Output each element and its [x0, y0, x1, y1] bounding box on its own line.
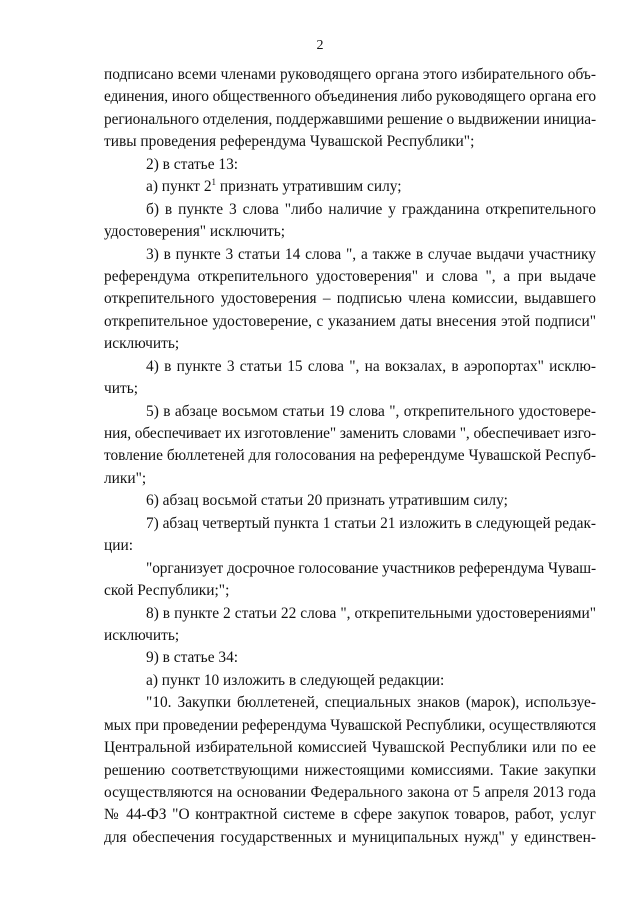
text-line [104, 827, 596, 849]
text-line-content: подписано всеми членами руководящего органа этого избирательного объ- [104, 66, 596, 83]
text-line-content: исключить; [104, 335, 180, 353]
text-line [104, 737, 596, 759]
text-line [104, 647, 596, 669]
text-line [104, 580, 596, 602]
text-line [104, 154, 596, 176]
text-line [104, 356, 596, 378]
text-line-content: 3) в пункте 3 статьи 14 слова ", а также в случае выдачи участнику [146, 245, 596, 263]
text-line [104, 670, 596, 692]
text-line-content: а) пункт 10 изложить в следующей редакции: [146, 671, 445, 689]
text-line [104, 490, 596, 512]
text-line-content: открепительного удостоверения – подписью члена комиссии, выдавшего [104, 290, 596, 308]
text-line [104, 603, 596, 625]
text-line [104, 401, 596, 423]
text-line-content: 9) в статье 34: [146, 649, 239, 667]
text-line-content: "организует досрочное голосование участников референдума Чуваш- [146, 559, 596, 577]
text-line-content: товление бюллетеней для голосования на референдуме Чувашской Респуб- [104, 447, 596, 465]
text-line [104, 378, 596, 400]
text-line-continuation: признать утратившим силу; [216, 178, 402, 196]
text-line-content: референдума открепительного удостоверения" и слова ", а при выдаче [104, 267, 596, 285]
text-line-content: № 44-ФЗ "О контрактной системе в сфере закупок товаров, работ, услуг [104, 806, 596, 824]
text-line [104, 715, 596, 737]
text-line-content: ния, обеспечивает их изготовление" заменить словами ", обеспечивает изго- [104, 425, 596, 442]
text-line [104, 445, 596, 467]
text-line-content: тивы проведения референдума Чувашской Республики"; [104, 133, 475, 151]
text-line-content: б) в пункте 3 слова "либо наличие у гражданина открепительного [146, 200, 596, 218]
text-line [104, 692, 596, 714]
text-line [104, 311, 596, 333]
text-line [104, 199, 596, 221]
text-line-content: Центральной избирательной комиссией Чувашской Республики или по ее [104, 739, 596, 757]
text-line-content: "10. Закупки бюллетеней, специальных знаков (марок), используе- [146, 694, 596, 712]
text-line-content: регионального отделения, поддержавшими решение о выдвижении инициа- [104, 110, 596, 128]
text-line-content: 8) в пункте 2 статьи 22 слова ", открепительными удостоверениями" [146, 604, 596, 622]
text-line-content: исключить; [104, 626, 180, 644]
text-line [104, 558, 596, 580]
text-line [104, 244, 596, 266]
text-line-content: 4) в пункте 3 статьи 15 слова ", на вокзалах, в аэропортах" исклю- [146, 357, 596, 375]
text-line [104, 176, 596, 198]
text-line-content: осуществляются на основании Федерального закона от 5 апреля 2013 года [104, 784, 596, 801]
text-line [104, 535, 596, 557]
text-line-content: 6) абзац восьмой статьи 20 признать утратившим силу; [146, 492, 508, 510]
text-line-content: 2) в статье 13: [146, 155, 239, 173]
text-line [104, 288, 596, 310]
text-line-content: чить; [104, 380, 138, 398]
text-line [104, 513, 596, 535]
text-line [104, 266, 596, 288]
text-line-content: ской Республики;"; [104, 582, 230, 600]
document-body [104, 64, 596, 849]
text-line-content: 7) абзац четвертый пункта 1 статьи 21 изложить в следующей редак- [146, 514, 596, 532]
page-number: 2 [316, 38, 324, 53]
text-line-content: единения, иного общественного объединения либо руководящего органа его [104, 88, 596, 106]
text-line-content: открепительное удостоверение, с указанием даты внесения этой подписи" [104, 312, 596, 330]
text-line [104, 131, 596, 153]
text-line [104, 625, 596, 647]
text-line [104, 804, 596, 826]
text-line-content: мых при проведении референдума Чувашской Республики, осуществляются [104, 716, 596, 734]
text-line [104, 423, 596, 445]
text-line-content: ции: [104, 537, 133, 555]
text-line [104, 468, 596, 490]
text-line-content: 5) в абзаце восьмом статьи 19 слова ", открепительного удостовере- [146, 402, 596, 420]
text-line [104, 221, 596, 243]
text-line-content: удостоверения" исключить; [104, 223, 286, 241]
superscript: 1 [211, 177, 217, 188]
text-line [104, 86, 596, 108]
text-line [104, 109, 596, 131]
text-line-content: а) пункт 2 [146, 178, 212, 196]
text-line-content: для обеспечения государственных и муниципальных нужд" у единствен- [104, 828, 596, 846]
text-line-content: решению соответствующими нижестоящими комиссиями. Такие закупки [104, 761, 596, 779]
text-line [104, 333, 596, 355]
text-line-content: лики"; [104, 469, 147, 487]
text-line [104, 782, 596, 804]
text-line [104, 760, 596, 782]
text-line [104, 64, 596, 86]
